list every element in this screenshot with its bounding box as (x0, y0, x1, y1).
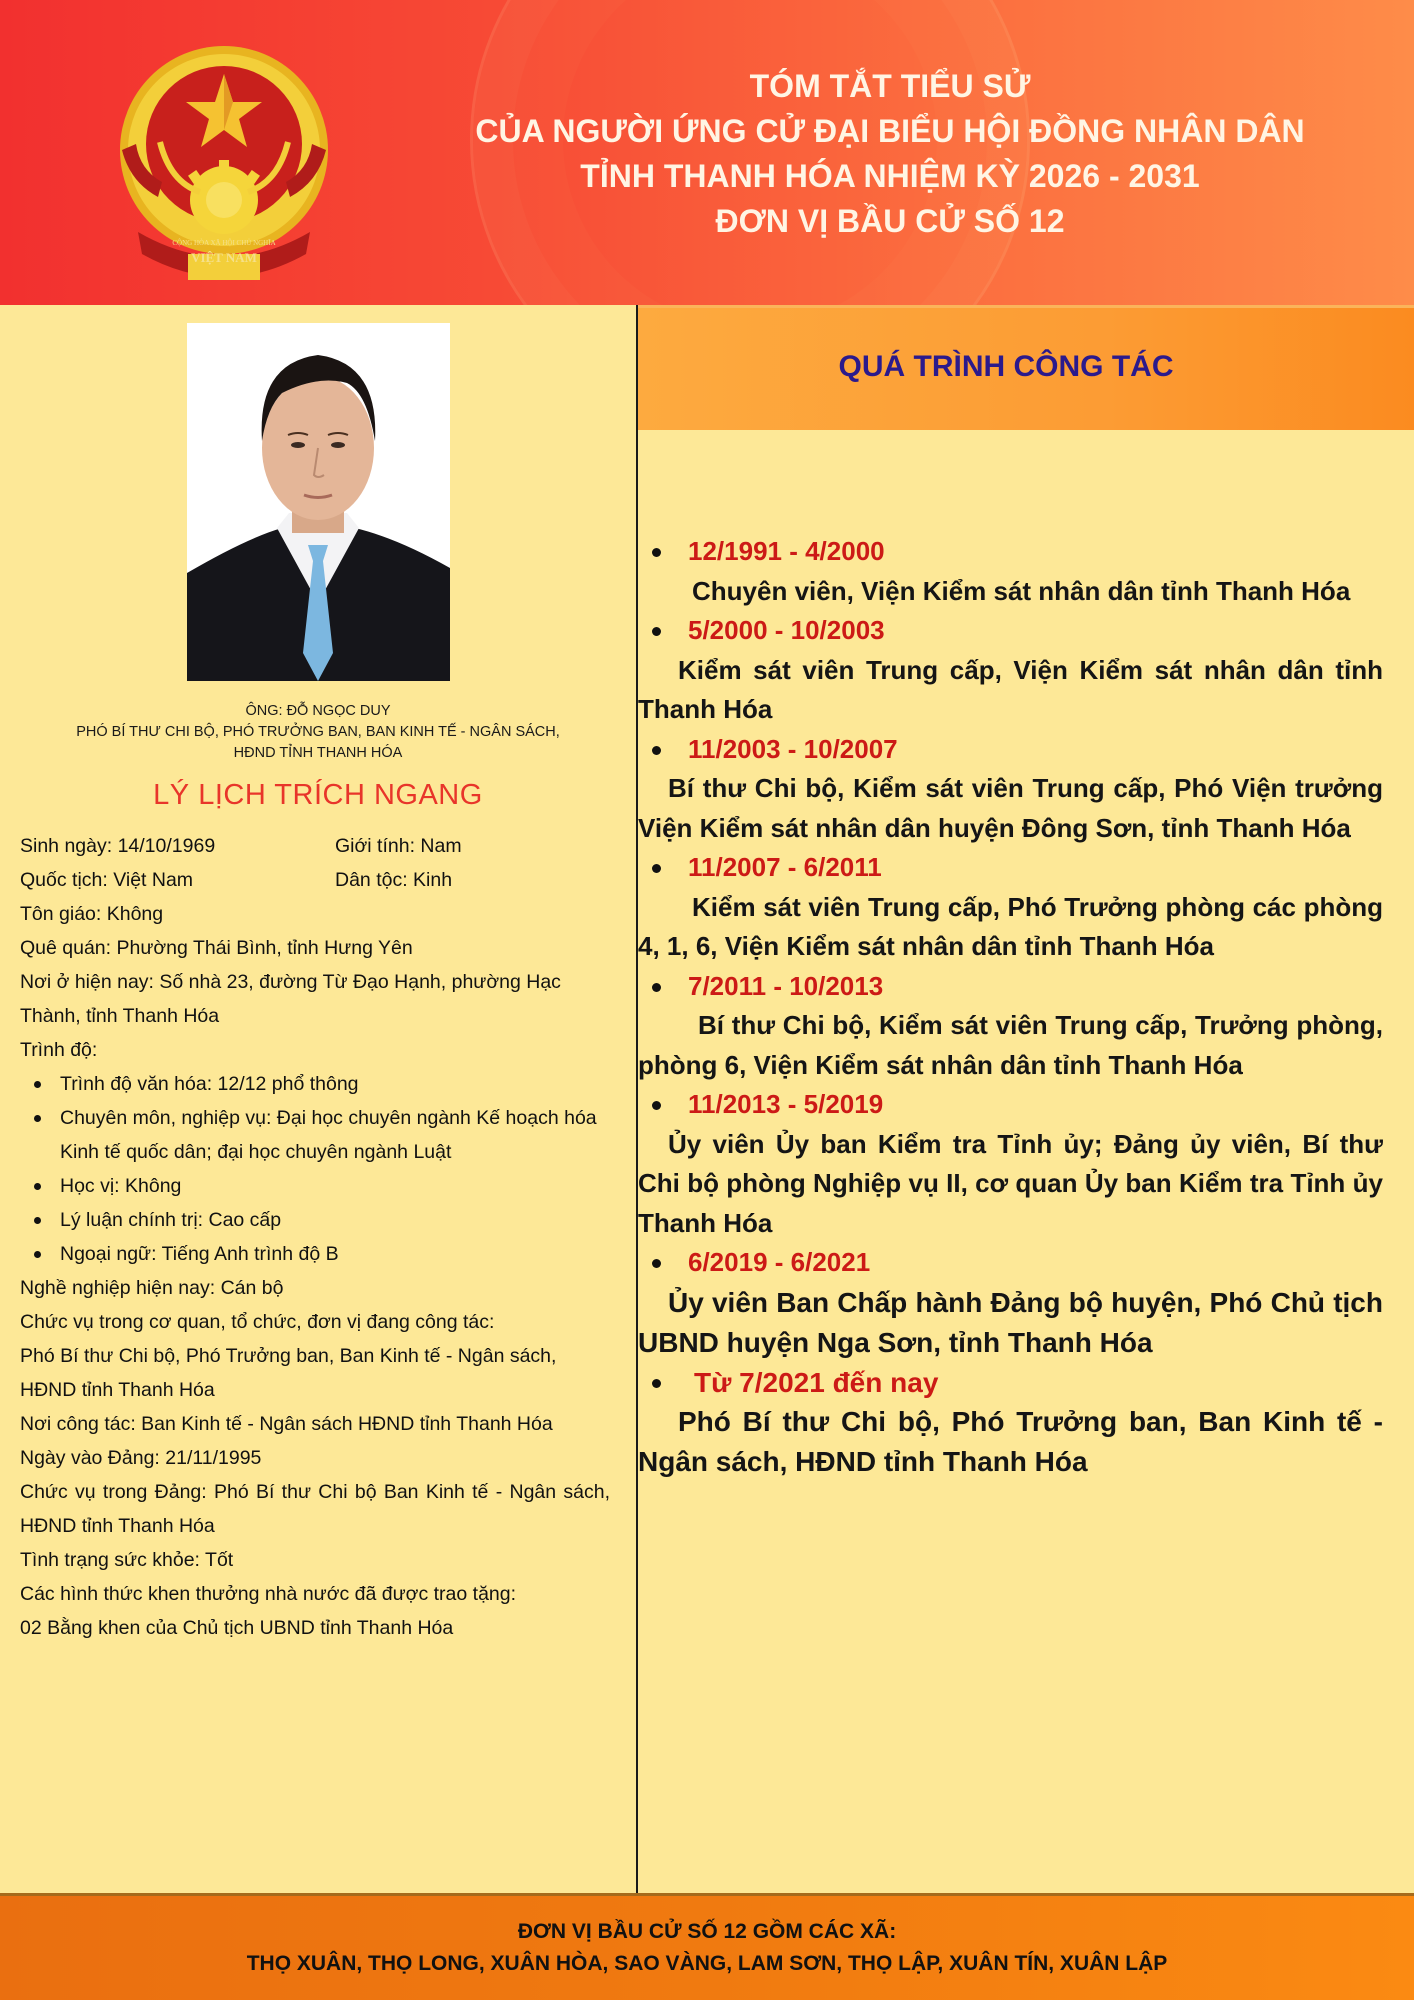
work-item (638, 730, 1383, 849)
work-period: 5/2000 - 10/2003 (638, 611, 1383, 651)
work-description: Bí thư Chi bộ, Kiểm sát viên Trung cấp, Phó Viện trưởng Viện Kiểm sát nhân dân huyện Đông Sơn, tỉnh Thanh Hóa (638, 773, 1383, 843)
hometown: Quê quán: Phường Thái Bình, tỉnh Hưng Yên (20, 937, 413, 959)
work-item (638, 1085, 1383, 1243)
work-period: 11/2003 - 10/2007 (638, 730, 1383, 770)
footer-communes-list: THỌ XUÂN, THỌ LONG, XUÂN HÒA, SAO VÀNG, LAM SƠN, THỌ LẬP, XUÂN TÍN, XUÂN LẬP (246, 1952, 1168, 1975)
birth-date: Sinh ngày: 14/10/1969 (20, 835, 216, 857)
party-position: Chức vụ trong Đảng: Phó Bí thư Chi bộ Ban Kinh tế - Ngân sách, HĐND tỉnh Thanh Hóa (20, 1481, 610, 1537)
work-period: 12/1991 - 4/2000 (638, 532, 1383, 572)
work-period: Từ 7/2021 đến nay (638, 1363, 1383, 1403)
portrait-image (187, 323, 450, 681)
bio-row-birth-gender (20, 829, 610, 863)
education-label: Trình độ: (20, 1039, 98, 1061)
work-history-header (638, 305, 1414, 430)
header-banner (0, 0, 1414, 305)
education-list (20, 1067, 610, 1271)
work-item (638, 1363, 1383, 1483)
work-period: 7/2011 - 10/2013 (638, 967, 1383, 1007)
work-period: 11/2013 - 5/2019 (638, 1085, 1383, 1125)
workplace: Nơi công tác: Ban Kinh tế - Ngân sách HĐND tỉnh Thanh Hóa (20, 1413, 553, 1435)
education-item: Trình độ văn hóa: 12/12 phổ thông (60, 1067, 610, 1101)
work-history-list (638, 532, 1383, 1482)
emblem-text-large: VIỆT NAM (191, 250, 257, 265)
candidate-position-line-2: HĐND TỈNH THANH HÓA (233, 745, 403, 761)
title-line-4: ĐƠN VỊ BẦU CỬ SỐ 12 (715, 203, 1065, 239)
work-item (638, 1243, 1383, 1363)
title-line-3: TỈNH THANH HÓA NHIỆM KỲ 2026 - 2031 (580, 158, 1200, 194)
ethnicity: Dân tộc: Kinh (335, 869, 453, 891)
education-item: Chuyên môn, nghiệp vụ: Đại học chuyên ngành Kế hoạch hóa Kinh tế quốc dân; đại học chuyên ngành Luật (60, 1101, 610, 1169)
gender: Giới tính: Nam (335, 835, 462, 857)
work-description: Bí thư Chi bộ, Kiểm sát viên Trung cấp, Trưởng phòng, phòng 6, Viện Kiểm sát nhân dân tỉnh Thanh Hóa (638, 1010, 1383, 1080)
candidate-position-line-1: PHÓ BÍ THƯ CHI BỘ, PHÓ TRƯỞNG BAN, BAN KINH TẾ - NGÂN SÁCH, (76, 724, 560, 740)
health-status: Tình trạng sức khỏe: Tốt (20, 1549, 234, 1571)
work-description: Kiểm sát viên Trung cấp, Viện Kiểm sát nhân dân tỉnh Thanh Hóa (638, 654, 1383, 724)
work-description: Ủy viên Ban Chấp hành Đảng bộ huyện, Phó Chủ tịch UBND huyện Nga Sơn, tỉnh Thanh Hóa (638, 1286, 1383, 1358)
work-description: Chuyên viên, Viện Kiểm sát nhân dân tỉnh Thanh Hóa (692, 575, 1351, 606)
residence: Nơi ở hiện nay: Số nhà 23, đường Từ Đạo Hạnh, phường Hạc Thành, tỉnh Thanh Hóa (20, 971, 561, 1027)
national-emblem-icon (100, 32, 348, 284)
awards-label: Các hình thức khen thưởng nhà nước đã được trao tặng: (20, 1583, 517, 1605)
title-line-2: CỦA NGƯỜI ỨNG CỬ ĐẠI BIỂU HỘI ĐỒNG NHÂN DÂN (475, 113, 1305, 149)
current-position-label: Chức vụ trong cơ quan, tổ chức, đơn vị đang công tác: (20, 1311, 495, 1333)
page-title (420, 64, 1360, 244)
work-history-title: QUÁ TRÌNH CÔNG TÁC (838, 350, 1174, 383)
work-item (638, 532, 1383, 611)
profile-column (0, 305, 636, 1893)
work-history-column (638, 305, 1414, 1893)
work-description: Ủy viên Ủy ban Kiểm tra Tỉnh ủy; Đảng ủy viên, Bí thư Chi bộ phòng Nghiệp vụ II, cơ quan Ủy ban Kiểm tra Tỉnh ủy Thanh Hóa (638, 1128, 1383, 1238)
work-item (638, 967, 1383, 1086)
emblem-text-small: CỘNG HÒA XÃ HỘI CHỦ NGHĨA (172, 239, 276, 247)
bio-details (20, 829, 610, 1645)
occupation: Nghề nghiệp hiện nay: Cán bộ (20, 1277, 284, 1299)
work-period: 11/2007 - 6/2011 (638, 848, 1383, 888)
education-item: Ngoại ngữ: Tiếng Anh trình độ B (60, 1237, 610, 1271)
footer-banner (0, 1893, 1414, 2000)
work-description: Kiểm sát viên Trung cấp, Phó Trưởng phòng các phòng 4, 1, 6, Viện Kiểm sát nhân dân tỉnh Thanh Hóa (638, 891, 1383, 961)
bio-section-title: LÝ LỊCH TRÍCH NGANG (153, 779, 483, 811)
religion: Tôn giáo: Không (20, 903, 164, 925)
current-position-value: Phó Bí thư Chi bộ, Phó Trưởng ban, Ban Kinh tế - Ngân sách, HĐND tỉnh Thanh Hóa (20, 1345, 557, 1401)
candidate-caption (0, 701, 636, 764)
work-description: Phó Bí thư Chi bộ, Phó Trưởng ban, Ban Kinh tế - Ngân sách, HĐND tỉnh Thanh Hóa (638, 1406, 1383, 1477)
work-item (638, 848, 1383, 967)
bio-row-nationality-ethnicity (20, 863, 610, 897)
work-period: 6/2019 - 6/2021 (638, 1243, 1383, 1283)
candidate-portrait (187, 323, 450, 681)
title-line-1: TÓM TẮT TIỂU SỬ (749, 68, 1031, 104)
party-join-date: Ngày vào Đảng: 21/11/1995 (20, 1447, 262, 1469)
candidate-name: ÔNG: ĐỖ NGỌC DUY (245, 703, 391, 719)
awards-value: 02 Bằng khen của Chủ tịch UBND tỉnh Thanh Hóa (20, 1617, 454, 1639)
nationality: Quốc tịch: Việt Nam (20, 869, 194, 891)
education-item: Lý luận chính trị: Cao cấp (60, 1203, 610, 1237)
education-item: Học vị: Không (60, 1169, 610, 1203)
work-item (638, 611, 1383, 730)
footer-electoral-unit: ĐƠN VỊ BẦU CỬ SỐ 12 GỒM CÁC XÃ: (517, 1920, 897, 1943)
